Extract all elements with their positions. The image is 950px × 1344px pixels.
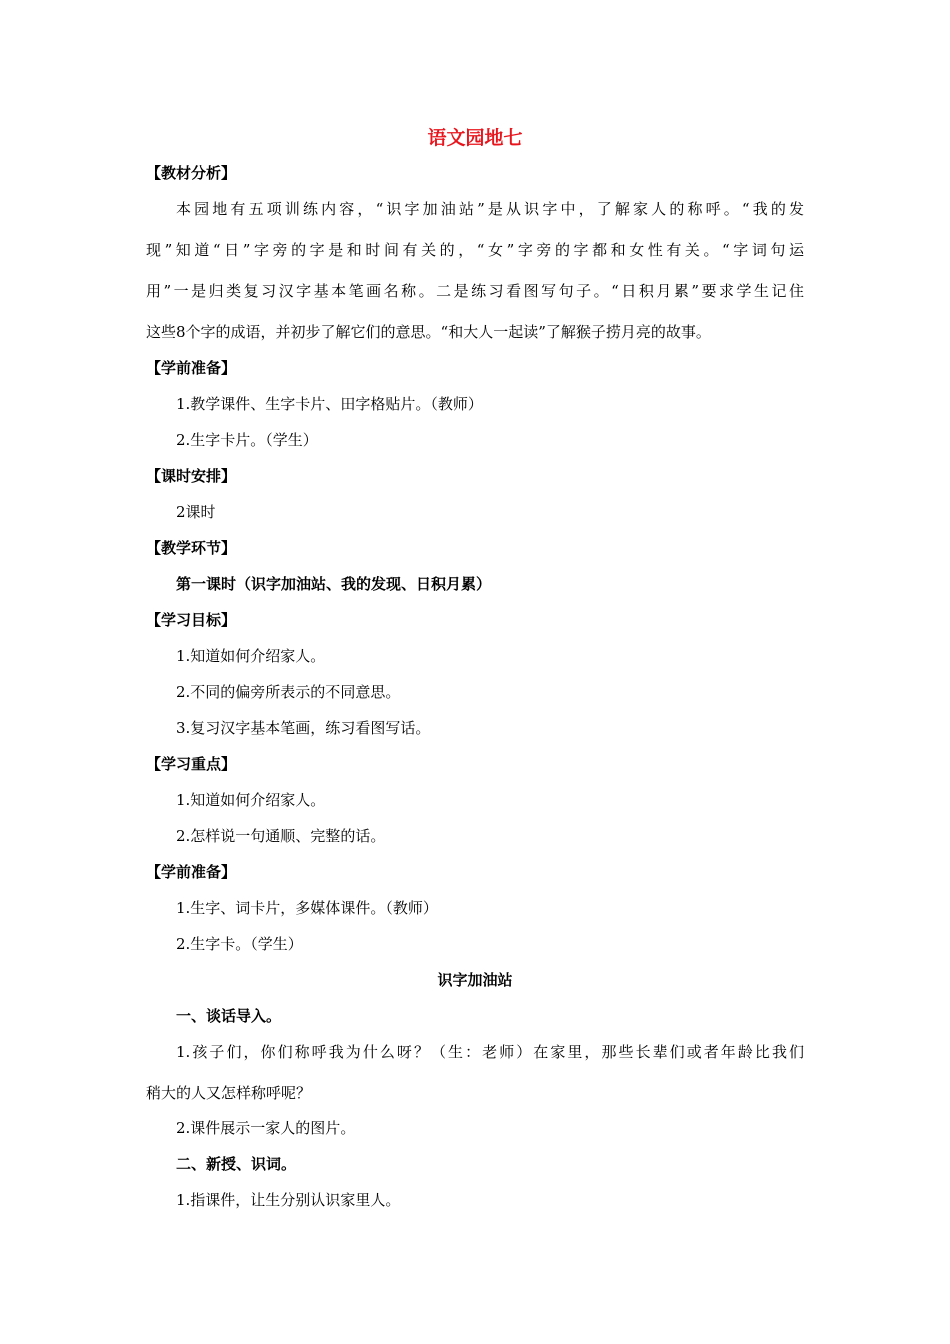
prep-heading: 【学前准备】: [146, 359, 237, 377]
section-subtitle: 识字加油站: [437, 971, 513, 989]
page-title: 语文园地七: [427, 127, 523, 149]
prep-item: 2.生字卡片。（学生）: [176, 431, 318, 449]
analysis-line: 现”知道“日”字旁的字是和时间有关的，“女”字旁的字都和女性有关。“字词句运: [146, 241, 804, 259]
focus-item: 1.知道如何介绍家人。: [176, 791, 326, 809]
focus-item: 2.怎样说一句通顺、完整的话。: [176, 827, 386, 845]
body-line: 1.孩子们，你们称呼我为什么呀？（生：老师）在家里，那些长辈们或者年龄比我们: [176, 1043, 804, 1061]
goal-item: 3.复习汉字基本笔画，练习看图写话。: [176, 719, 431, 737]
prep-item: 2.生字卡。（学生）: [176, 935, 303, 953]
analysis-heading: 【教材分析】: [146, 164, 237, 182]
goal-item: 1.知道如何介绍家人。: [176, 647, 326, 665]
lesson-title: 第一课时（识字加油站、我的发现、日积月累）: [176, 575, 492, 593]
steps-heading: 【教学环节】: [146, 539, 237, 557]
part-heading: 二、新授、识词。: [176, 1155, 297, 1173]
goal-item: 2.不同的偏旁所表示的不同意思。: [176, 683, 401, 701]
body-line: 2.课件展示一家人的图片。: [176, 1119, 356, 1137]
analysis-line: 用”一是归类复习汉字基本笔画名称。二是练习看图写句子。“日积月累”要求学生记住: [146, 282, 804, 300]
schedule-text: 2课时: [176, 503, 216, 521]
goals-heading: 【学习目标】: [146, 611, 237, 629]
body-line: 1.指课件，让生分别认识家里人。: [176, 1191, 401, 1209]
focus-heading: 【学习重点】: [146, 755, 237, 773]
prep-item: 1.教学课件、生字卡片、田字格贴片。（教师）: [176, 395, 483, 413]
schedule-heading: 【课时安排】: [146, 467, 237, 485]
part-heading: 一、谈话导入。: [176, 1007, 282, 1025]
prep-heading: 【学前准备】: [146, 863, 237, 881]
prep-item: 1.生字、词卡片，多媒体课件。（教师）: [176, 899, 438, 917]
analysis-line: 这些8个字的成语，并初步了解它们的意思。“和大人一起读”了解猴子捞月亮的故事。: [146, 323, 711, 341]
analysis-line: 本园地有五项训练内容，“识字加油站”是从识字中，了解家人的称呼。“我的发: [176, 200, 804, 218]
body-line: 稍大的人又怎样称呼呢？: [146, 1084, 312, 1102]
